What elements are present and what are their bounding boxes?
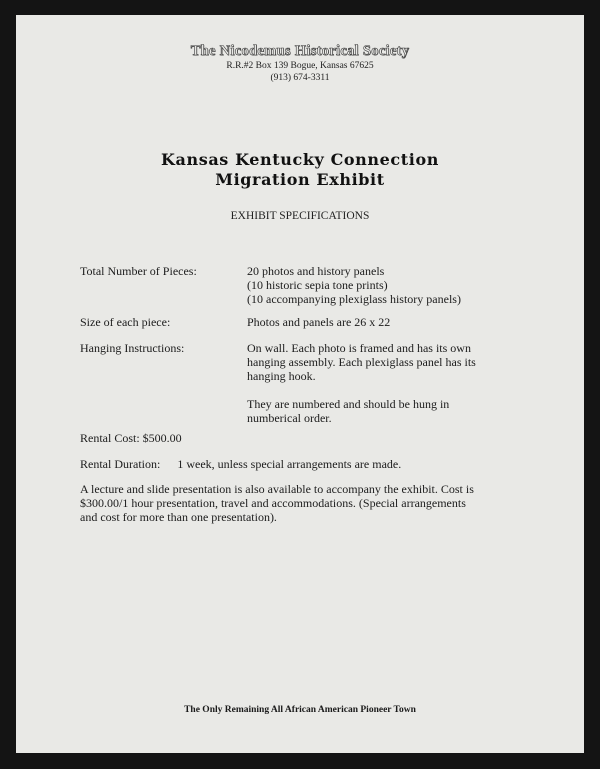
spec-label-hanging: Hanging Instructions:	[80, 341, 185, 355]
hanging-line-1: On wall. Each photo is framed and has its own	[247, 341, 471, 355]
spec-pieces-line-1: 20 photos and history panels	[247, 264, 385, 278]
exhibit-title-line-1: Kansas Kentucky Connection	[161, 150, 439, 169]
exhibit-title-line-2: Migration Exhibit	[215, 170, 385, 189]
letterhead	[16, 43, 584, 84]
section-heading: EXHIBIT SPECIFICATIONS	[230, 210, 370, 222]
lecture-line-1: A lecture and slide presentation is also available to accompany the exhibit. Cost is	[80, 482, 474, 496]
document-page	[16, 15, 584, 753]
society-phone: (913) 674-3311	[270, 73, 330, 83]
society-name: The Nicodemus Historical Society	[190, 43, 410, 59]
spec-value-size: Photos and panels are 26 x 22	[247, 315, 391, 329]
hanging-line-4: They are numbered and should be hung in	[247, 397, 450, 411]
lecture-line-2: $300.00/1 hour presentation, travel and accommodations. (Special arrangements	[80, 496, 466, 510]
lecture-paragraph	[80, 482, 520, 524]
lecture-line-3: and cost for more than one presentation).	[80, 510, 277, 524]
hanging-line-5: numberical order.	[247, 411, 332, 425]
spec-label-pieces: Total Number of Pieces:	[80, 264, 197, 278]
hanging-line-2: hanging assembly. Each plexiglass panel has its	[247, 355, 476, 369]
spec-value-pieces	[247, 264, 507, 306]
spec-value-hanging	[247, 341, 507, 425]
spec-pieces-line-3: (10 accompanying plexiglass history panels)	[247, 292, 461, 306]
rental-duration-value: 1 week, unless special arrangements are made.	[177, 457, 402, 471]
exhibit-title	[16, 150, 584, 190]
society-address: R.R.#2 Box 139 Bogue, Kansas 67625	[226, 61, 374, 71]
spec-label-size: Size of each piece:	[80, 315, 171, 329]
rental-duration-label: Rental Duration:	[80, 457, 161, 471]
footer-tagline: The Only Remaining All African American Pioneer Town	[184, 705, 416, 715]
hanging-line-3: hanging hook.	[247, 369, 316, 383]
rental-cost: Rental Cost: $500.00	[80, 431, 182, 445]
rental-duration	[80, 457, 500, 471]
spec-pieces-line-2: (10 historic sepia tone prints)	[247, 278, 388, 292]
